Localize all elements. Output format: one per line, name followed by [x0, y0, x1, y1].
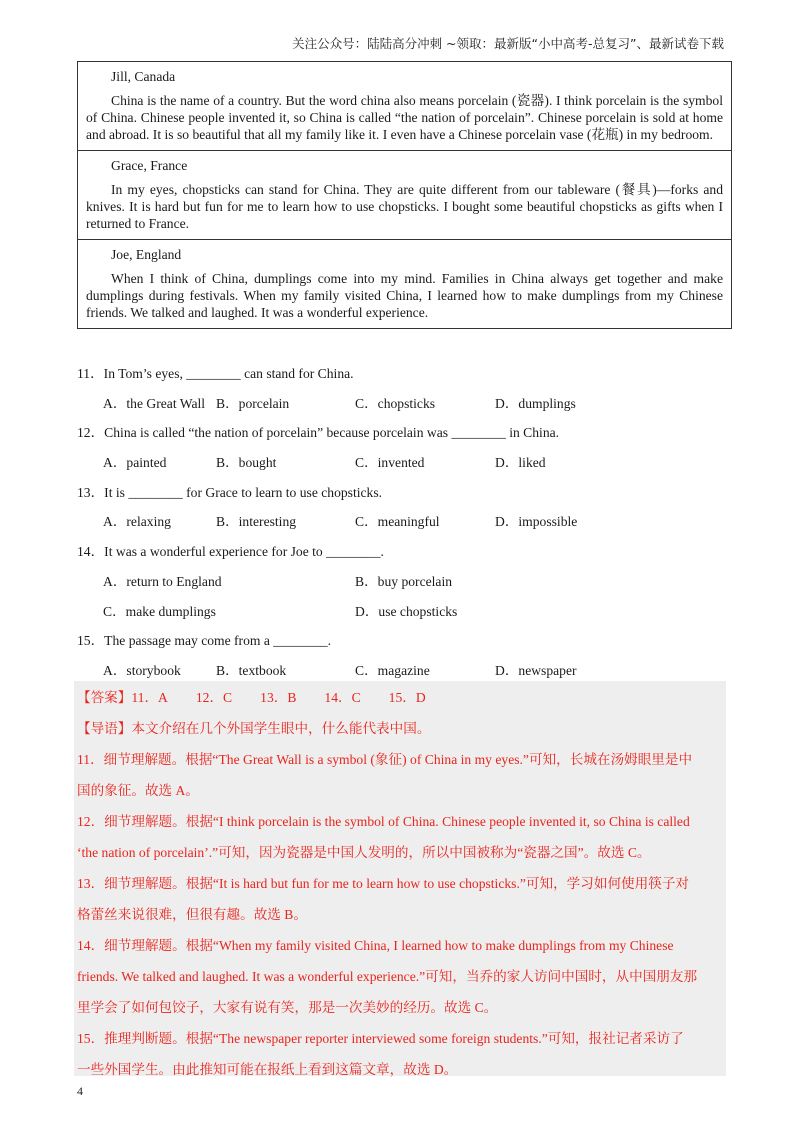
explanation-line: 15．推理判断题。根据“The newspaper reporter interviewed some foreign students.”可知，报社记者采访了 [77, 1031, 684, 1046]
answer-item: 11．A [131, 690, 168, 705]
question-13: 13．It is ________ for Grace to learn to use chopsticks. [77, 484, 383, 500]
passage-author: Joe, England [111, 247, 182, 262]
answer-item: 14．C [324, 690, 361, 705]
option-b: B．textbook [216, 662, 287, 678]
option-b: B．porcelain [216, 395, 290, 411]
option-c: C．chopsticks [355, 395, 436, 411]
option-b: B．interesting [216, 514, 297, 530]
question-15: 15．The passage may come from a ________. [77, 633, 332, 649]
explanation-line: 11．细节理解题。根据“The Great Wall is a symbol (象征) of China in my eyes.”可知，长城在汤姆眼里是中 [77, 752, 693, 767]
option-d: D．impossible [495, 514, 578, 530]
question-11: 11．In Tom’s eyes, ________ can stand for China. [77, 366, 354, 381]
answer-item: 12．C [195, 690, 233, 705]
explanation-intro: 【导语】本文介绍在几个外国学生眼中，什么能代表中国。 [77, 721, 431, 736]
options-11 [77, 389, 737, 419]
question-14: 14．It was a wonderful experience for Joe to ________. [77, 544, 384, 560]
option-a: A．storybook [103, 662, 181, 678]
options-13 [77, 507, 737, 537]
passage-author: Jill, Canada [111, 69, 176, 84]
question-12: 12．China is called “the nation of porcelain” because porcelain was ________ in China. [77, 425, 560, 441]
explanation-line: friends. We talked and laughed. It was a wonderful experience.”可知，当乔的家人访问中国时，从中国朋友那 [77, 969, 698, 984]
option-c: C．invented [355, 455, 425, 471]
page-header: 关注公众号：陆陆高分冲刺 ~领取：最新版“小中高考-总复习”、最新试卷下载 [292, 36, 724, 51]
option-a: A．relaxing [103, 514, 171, 530]
passage-entry-grace [78, 150, 731, 239]
explanation-line: 国的象征。故选 A。 [77, 783, 199, 798]
explanation-line: 里学会了如何包饺子，大家有说有笑，那是一次美妙的经历。故选 C。 [77, 1000, 498, 1015]
page-number: 4 [77, 1084, 83, 1098]
passage-text: When I think of China, dumplings come into my mind. Families in China always get together and make dumplings during festivals. When my family visited China, I learned how to make dumplings from my Chinese friends. We talked and laughed. It was a wonderful experience. [86, 271, 723, 320]
explanation-line: ‘the nation of porcelain’.”可知，因为瓷器是中国人发明的，所以中国被称为“瓷器之国”。故选 C。 [77, 845, 651, 860]
answer-key-line [77, 682, 732, 713]
answer-item: 13．B [260, 690, 297, 705]
option-a: A．painted [103, 455, 167, 471]
options-12 [77, 448, 737, 478]
passage-box [77, 61, 732, 329]
options-14-row2 [77, 597, 737, 627]
option-c: C．meaningful [355, 514, 440, 530]
option-d: D．use chopsticks [355, 603, 458, 619]
option-a: A．the Great Wall [103, 395, 206, 411]
option-c: C．magazine [355, 662, 430, 678]
option-d: D．dumplings [495, 395, 576, 411]
option-c: C．make dumplings [103, 603, 216, 619]
option-b: B．buy porcelain [355, 573, 453, 589]
option-b: B．bought [216, 455, 277, 471]
answer-item: 15．D [388, 690, 426, 705]
option-d: D．liked [495, 455, 546, 471]
explanation-line: 12．细节理解题。根据“I think porcelain is the symbol of China. Chinese people invented it, so China is called [77, 814, 690, 829]
answer-section [77, 682, 732, 1085]
passage-entry-jill [78, 62, 731, 150]
explanation-line: 13．细节理解题。根据“It is hard but fun for me to learn how to use chopsticks.”可知，学习如何使用筷子对 [77, 876, 690, 891]
explanation-line: 格蕾丝来说很难，但很有趣。故选 B。 [77, 907, 307, 922]
options-14-row1 [77, 567, 737, 597]
passage-author: Grace, France [111, 158, 188, 173]
passage-text: In my eyes, chopsticks can stand for China. They are quite different from our tableware (餐具)—forks and knives. It is hard but fun for me to learn how to use chopsticks. I bought some beautiful chopsticks as gifts when I returned to France. [86, 182, 723, 231]
passage-entry-joe [78, 239, 731, 328]
answer-label: 【答案】 [77, 690, 132, 705]
option-d: D．newspaper [495, 662, 577, 678]
option-a: A．return to England [103, 573, 222, 589]
question-list [77, 359, 737, 686]
explanation-line: 14．细节理解题。根据“When my family visited China, I learned how to make dumplings from my Chinese [77, 938, 674, 953]
explanation-line: 一些外国学生。由此推知可能在报纸上看到这篇文章，故选 D。 [77, 1062, 458, 1077]
passage-text: China is the name of a country. But the word china also means porcelain (瓷器). I think porcelain is the symbol of China. Chinese people invented it, so China is called “the nation of porcelain”. Chinese porcelain is sold at home and abroad. It is so beautiful that all my family like it. I even have a Chinese porcelain vase (花瓶) in my bedroom. [86, 93, 723, 142]
